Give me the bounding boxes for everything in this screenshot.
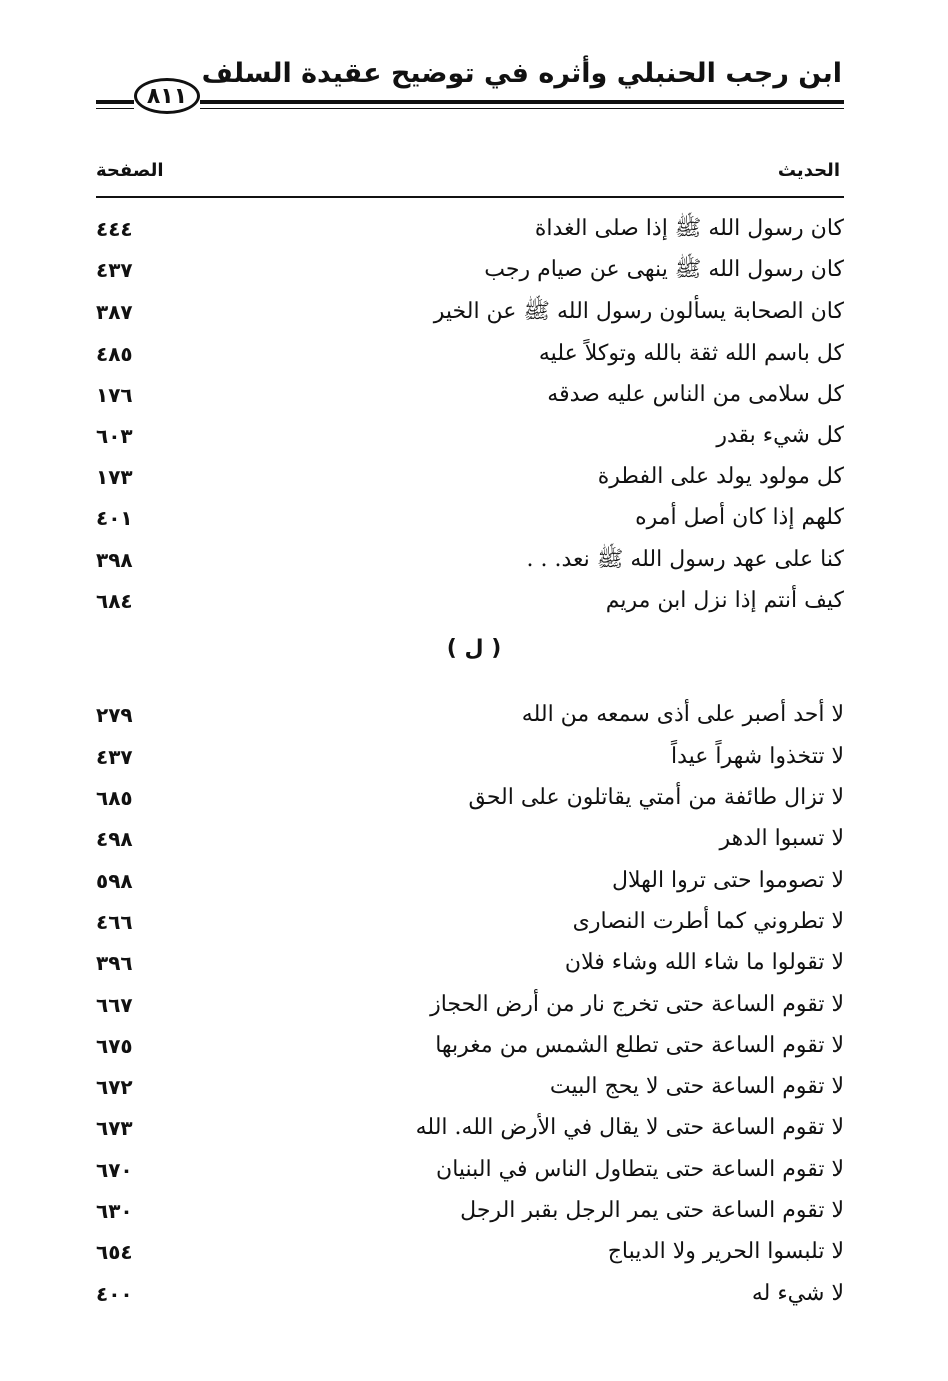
index-entry	[96, 421, 844, 461]
entry-page-number: ٦٥٤	[96, 1240, 133, 1264]
running-title: ابن رجب الحنبلي وأثره في توضيح عقيدة السلف	[201, 58, 842, 89]
index-entry	[96, 866, 844, 906]
header-rule-thick	[200, 100, 844, 104]
entry-hadith: لا تقوم الساعة حتى تطلع الشمس من مغربها	[435, 1033, 844, 1058]
entry-page-number: ٤٠٠	[96, 1282, 133, 1306]
column-heading-page: الصفحة	[96, 160, 164, 181]
index-entry	[96, 1155, 844, 1195]
entry-page-number: ٤٠١	[96, 506, 133, 530]
entry-hadith: لا تسبوا الدهر	[719, 826, 844, 851]
index-entry	[96, 1196, 844, 1236]
entry-page-number: ٣٩٦	[96, 951, 133, 975]
entry-page-number: ٢٧٩	[96, 703, 133, 727]
entry-page-number: ٤٩٨	[96, 827, 133, 851]
entry-hadith: لا تقوم الساعة حتى لا يحج البيت	[549, 1074, 844, 1099]
entry-hadith: لا أحد أصبر على أذى سمعه من الله	[521, 702, 844, 727]
entry-hadith: لا تقوم الساعة حتى تخرج نار من أرض الحجاز	[430, 992, 844, 1017]
index-entry	[96, 586, 844, 626]
entry-page-number: ٦٨٤	[96, 589, 133, 613]
entry-hadith: لا تقولوا ما شاء الله وشاء فلان	[564, 950, 844, 975]
entry-page-number: ٤٤٤	[96, 217, 133, 241]
entry-hadith: لا تصوموا حتى تروا الهلال	[612, 868, 844, 893]
entry-page-number: ٦٨٥	[96, 786, 133, 810]
header-rule-left-thick	[96, 100, 134, 104]
index-entry	[96, 297, 844, 337]
entry-hadith: كل شيء بقدر	[716, 423, 844, 448]
page-number: ٨١١	[134, 78, 200, 114]
entry-hadith: لا تزال طائفة من أمتي يقاتلون على الحق	[468, 785, 844, 810]
entry-page-number: ٦٦٧	[96, 993, 133, 1017]
index-entry	[96, 214, 844, 254]
index-entry	[96, 1237, 844, 1277]
entry-page-number: ٤٣٧	[96, 745, 133, 769]
entry-page-number: ٥٩٨	[96, 869, 133, 893]
entry-hadith: كان الصحابة يسألون رسول الله ﷺ عن الخير	[433, 299, 844, 324]
entry-page-number: ٤٦٦	[96, 910, 133, 934]
entry-hadith: لا تلبسوا الحرير ولا الديباج	[607, 1239, 844, 1264]
entry-page-number: ٤٨٥	[96, 342, 133, 366]
index-entry	[96, 700, 844, 740]
entry-hadith: لا تطروني كما أطرت النصارى	[572, 909, 844, 934]
entry-hadith: لا تقوم الساعة حتى لا يقال في الأرض الله. الله	[415, 1115, 844, 1140]
index-entry	[96, 339, 844, 379]
index-entry	[96, 742, 844, 782]
index-entry	[96, 948, 844, 988]
index-entry	[96, 824, 844, 864]
entry-hadith: لا تتخذوا شهراً عيداً	[670, 744, 844, 769]
index-entry	[96, 462, 844, 502]
entry-hadith: كل مولود يولد على الفطرة	[597, 464, 844, 489]
column-heading-rule	[96, 196, 844, 198]
entry-hadith: لا تقوم الساعة حتى يمر الرجل بقبر الرجل	[460, 1198, 844, 1223]
index-entry	[96, 1072, 844, 1112]
index-entry	[96, 783, 844, 823]
entry-page-number: ١٧٦	[96, 383, 133, 407]
entry-page-number: ١٧٣	[96, 465, 133, 489]
index-entry	[96, 907, 844, 947]
entry-page-number: ٦٧٢	[96, 1075, 133, 1099]
entry-page-number: ٦٧٠	[96, 1158, 133, 1182]
entry-page-number: ٤٣٧	[96, 258, 133, 282]
entry-page-number: ٦٧٣	[96, 1116, 133, 1140]
index-entry	[96, 1031, 844, 1071]
entry-page-number: ٦٠٣	[96, 424, 133, 448]
entry-page-number: ٣٨٧	[96, 300, 133, 324]
entry-hadith: كان رسول الله ﷺ إذا صلى الغداة	[534, 216, 844, 241]
entry-hadith: كل سلامى من الناس عليه صدقه	[547, 382, 844, 407]
index-entry	[96, 990, 844, 1030]
entry-page-number: ٦٣٠	[96, 1199, 133, 1223]
entry-hadith: لا تقوم الساعة حتى يتطاول الناس في البنيان	[436, 1157, 844, 1182]
index-entry	[96, 1113, 844, 1153]
entry-page-number: ٣٩٨	[96, 548, 133, 572]
section-letter-heading: ( ل )	[446, 636, 502, 661]
index-entry	[96, 255, 844, 295]
header-rule-thin	[200, 108, 844, 109]
index-entry	[96, 503, 844, 543]
entry-hadith: كل باسم الله ثقة بالله وتوكلاً عليه	[538, 341, 844, 366]
entry-hadith: كيف أنتم إذا نزل ابن مريم	[605, 588, 844, 613]
entry-page-number: ٦٧٥	[96, 1034, 133, 1058]
index-entry	[96, 1279, 844, 1319]
header-rule-left-thin	[96, 108, 134, 109]
index-entry	[96, 545, 844, 585]
index-entry	[96, 380, 844, 420]
entry-hadith: كلهم إذا كان أصل أمره	[635, 505, 844, 530]
column-heading-hadith: الحديث	[777, 160, 840, 181]
entry-hadith: كنا على عهد رسول الله ﷺ نعد. . .	[526, 547, 844, 572]
entry-hadith: كان رسول الله ﷺ ينهى عن صيام رجب	[484, 257, 844, 282]
entry-hadith: لا شيء له	[751, 1281, 844, 1306]
